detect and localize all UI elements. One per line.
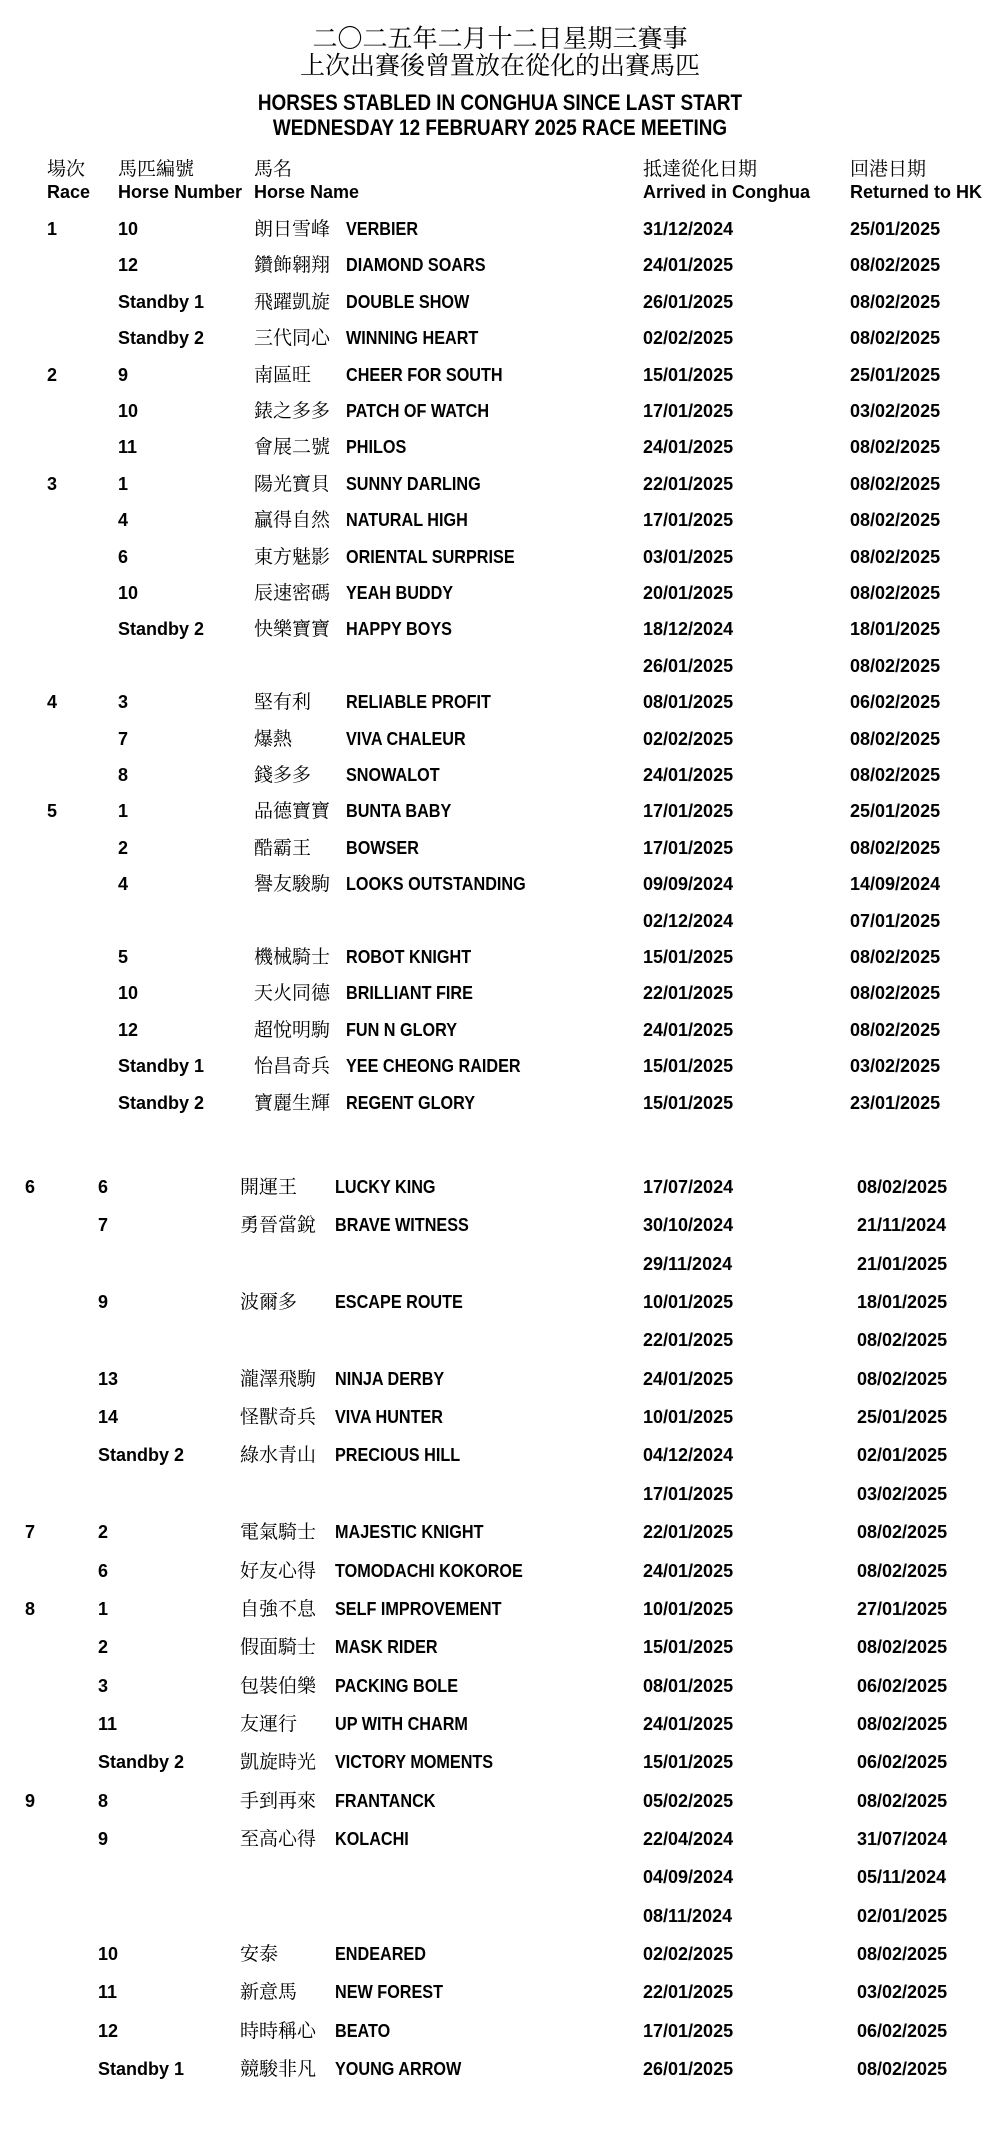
horse-name-zh-cell: 快樂寶寶 xyxy=(254,618,331,641)
horse-number-cell: 1 xyxy=(98,1598,109,1619)
horse-name-en-cell: SELF IMPROVEMENT xyxy=(335,1598,502,1619)
horse-number-cell: 4 xyxy=(118,874,129,895)
returned-date-cell: 14/09/2024 xyxy=(850,874,941,895)
returned-date-cell: 08/02/2025 xyxy=(857,2059,948,2080)
horse-name-zh-cell: 陽光寶貝 xyxy=(254,472,331,495)
horse-name-en-cell: BEATO xyxy=(335,2020,391,2041)
header-horse-name: 馬名 Horse Name xyxy=(254,158,360,202)
arrived-date-cell: 30/10/2024 xyxy=(643,1215,734,1236)
returned-date-cell: 06/02/2025 xyxy=(857,1752,948,1773)
arrived-date-cell: 15/01/2025 xyxy=(643,364,734,385)
horse-number-cell: 3 xyxy=(118,692,129,713)
horse-name-zh-cell: 怪獸奇兵 xyxy=(240,1406,317,1429)
arrived-date-cell: 22/01/2025 xyxy=(643,473,734,494)
arrived-date-cell: 24/01/2025 xyxy=(643,1019,734,1040)
horse-number-cell: 1 xyxy=(118,801,129,822)
horse-number-cell: 7 xyxy=(98,1215,109,1236)
horse-number-cell: 12 xyxy=(118,255,139,276)
horse-name-zh-cell: 包裝伯樂 xyxy=(240,1674,317,1697)
horse-number-cell: 10 xyxy=(98,1944,119,1964)
horse-name-zh-cell: 超悅明駒 xyxy=(254,1018,331,1041)
arrived-date-cell: 10/01/2025 xyxy=(643,1292,734,1313)
arrived-date-cell: 02/02/2025 xyxy=(643,328,734,349)
returned-date-cell: 23/01/2025 xyxy=(850,1092,941,1113)
horse-name-en-cell: HAPPY BOYS xyxy=(346,619,452,640)
returned-date-cell: 02/01/2025 xyxy=(857,1445,948,1466)
returned-date-cell: 08/02/2025 xyxy=(850,546,941,567)
returned-date-cell: 21/11/2024 xyxy=(857,1215,947,1236)
returned-date-cell: 08/02/2025 xyxy=(857,1330,948,1351)
horse-name-en-cell: VERBIER xyxy=(346,219,419,239)
race-cell: 2 xyxy=(47,364,58,385)
arrived-date-cell: 17/01/2025 xyxy=(643,1483,734,1504)
horse-name-en-cell: FUN N GLORY xyxy=(346,1019,457,1040)
horse-number-cell: 10 xyxy=(118,401,139,421)
arrived-date-cell: 04/12/2024 xyxy=(643,1445,734,1466)
horse-number-cell: 10 xyxy=(118,219,139,239)
arrived-date-cell: 17/01/2025 xyxy=(643,837,734,858)
arrived-date-cell: 24/01/2025 xyxy=(643,1713,734,1734)
returned-date-cell: 08/02/2025 xyxy=(857,1522,948,1543)
race-cell: 4 xyxy=(47,692,58,713)
horse-name-zh-cell: 波爾多 xyxy=(240,1291,298,1314)
arrived-date-cell: 15/01/2025 xyxy=(643,947,734,967)
horse-name-zh-cell: 錶之多多 xyxy=(254,400,331,422)
horse-name-en-cell: VICTORY MOMENTS xyxy=(335,1752,494,1773)
arrived-date-cell: 03/01/2025 xyxy=(643,546,734,567)
horse-name-en-cell: TOMODACHI KOKOROE xyxy=(335,1560,523,1581)
returned-date-cell: 05/11/2024 xyxy=(857,1867,947,1888)
horse-number-cell: 12 xyxy=(118,1019,139,1040)
arrived-date-cell: 02/12/2024 xyxy=(643,910,734,931)
horse-name-zh-cell: 鑽飾翱翔 xyxy=(254,254,331,277)
horse-number-cell: 9 xyxy=(98,1292,109,1313)
horse-number-cell: 4 xyxy=(118,510,129,531)
race-cell: 9 xyxy=(25,1790,36,1811)
arrived-date-cell: 29/11/2024 xyxy=(643,1253,733,1274)
returned-date-cell: 18/01/2025 xyxy=(850,619,941,640)
arrived-date-cell: 24/01/2025 xyxy=(643,1368,734,1389)
returned-date-cell: 03/02/2025 xyxy=(857,1483,948,1504)
horse-name-zh-cell: 勇晉當銳 xyxy=(240,1214,317,1237)
arrived-date-cell: 22/01/2025 xyxy=(643,1522,734,1543)
horse-number-cell: 9 xyxy=(118,364,129,385)
horse-number-cell: 7 xyxy=(118,728,129,749)
arrived-date-cell: 10/01/2025 xyxy=(643,1598,734,1619)
returned-date-cell: 25/01/2025 xyxy=(857,1407,948,1428)
race-cell: 5 xyxy=(47,801,58,822)
arrived-date-cell: 24/01/2025 xyxy=(643,437,734,458)
arrived-date-cell: 02/02/2025 xyxy=(643,1944,734,1964)
returned-date-cell: 08/02/2025 xyxy=(850,437,941,458)
horse-name-zh-cell: 開運王 xyxy=(240,1176,298,1198)
title-zh-line2: 上次出賽後曾置放在從化的出賽馬匹 xyxy=(299,51,700,80)
horse-name-zh-cell: 會展二號 xyxy=(254,436,331,459)
horse-name-en-cell: PHILOS xyxy=(346,437,407,458)
horse-name-en-cell: ENDEARED xyxy=(335,1944,426,1964)
horse-number-cell: 11 xyxy=(98,1713,118,1734)
arrived-date-cell: 15/01/2025 xyxy=(643,1752,734,1773)
returned-date-cell: 08/02/2025 xyxy=(850,837,941,858)
horse-number-cell: Standby 2 xyxy=(118,1092,205,1113)
arrived-date-cell: 04/09/2024 xyxy=(643,1867,734,1888)
horse-name-en-cell: NINJA DERBY xyxy=(335,1368,445,1389)
horse-name-zh-cell: 堅有利 xyxy=(254,691,312,714)
arrived-date-cell: 15/01/2025 xyxy=(643,1092,734,1113)
horse-number-cell: Standby 2 xyxy=(98,1752,185,1773)
horse-name-zh-cell: 假面騎士 xyxy=(240,1636,317,1659)
horse-number-cell: Standby 1 xyxy=(118,1056,205,1077)
horse-name-en-cell: REGENT GLORY xyxy=(346,1092,476,1113)
horse-number-cell: Standby 1 xyxy=(98,2059,185,2080)
horse-name-zh-cell: 機械騎士 xyxy=(254,946,331,968)
horse-number-cell: 1 xyxy=(118,473,129,494)
horse-name-zh-cell: 手到再來 xyxy=(240,1789,317,1812)
arrived-date-cell: 08/01/2025 xyxy=(643,1675,734,1696)
returned-date-cell: 08/02/2025 xyxy=(850,291,941,312)
horse-name-zh-cell: 飛躍凱旋 xyxy=(254,290,331,313)
arrived-date-cell: 26/01/2025 xyxy=(643,655,734,676)
horse-name-en-cell: PATCH OF WATCH xyxy=(346,401,490,421)
horse-name-en-cell: YOUNG ARROW xyxy=(335,2059,462,2080)
race-cell: 3 xyxy=(47,473,58,494)
horse-name-zh-cell: 凱旋時光 xyxy=(240,1751,317,1774)
horse-name-en-cell: BUNTA BABY xyxy=(346,801,452,822)
horse-name-en-cell: YEAH BUDDY xyxy=(346,583,454,603)
horse-name-en-cell: SNOWALOT xyxy=(346,765,440,785)
horse-name-zh-cell: 電氣騎士 xyxy=(240,1521,317,1544)
horse-name-zh-cell: 怡昌奇兵 xyxy=(254,1055,331,1078)
horse-name-zh-cell: 瀧澤飛駒 xyxy=(240,1367,317,1390)
returned-date-cell: 08/02/2025 xyxy=(850,983,941,1004)
arrived-date-cell: 26/01/2025 xyxy=(643,291,734,312)
arrived-date-cell: 08/01/2025 xyxy=(643,692,734,713)
horse-name-zh-cell: 品德寶寶 xyxy=(254,800,331,823)
horse-number-cell: 12 xyxy=(98,2020,119,2041)
horse-name-en-cell: LOOKS OUTSTANDING xyxy=(346,874,526,895)
returned-date-cell: 25/01/2025 xyxy=(850,801,941,822)
horse-name-en-cell: NATURAL HIGH xyxy=(346,510,468,531)
arrived-date-cell: 24/01/2025 xyxy=(643,765,734,785)
arrived-date-cell: 02/02/2025 xyxy=(643,728,734,749)
horse-number-cell: 5 xyxy=(118,947,129,967)
horse-number-cell: 11 xyxy=(98,1982,118,2003)
horse-name-zh-cell: 爆熱 xyxy=(254,727,293,750)
horse-name-en-cell: ESCAPE ROUTE xyxy=(335,1292,463,1313)
returned-date-cell: 06/02/2025 xyxy=(857,2020,948,2041)
horse-number-cell: 10 xyxy=(118,583,139,603)
arrived-date-cell: 17/07/2024 xyxy=(643,1177,734,1197)
arrived-date-cell: 22/01/2025 xyxy=(643,983,734,1004)
horse-name-en-cell: MASK RIDER xyxy=(335,1637,438,1658)
arrived-date-cell: 18/12/2024 xyxy=(643,619,734,640)
returned-date-cell: 08/02/2025 xyxy=(850,583,941,603)
horse-name-en-cell: DOUBLE SHOW xyxy=(346,291,470,312)
arrived-date-cell: 20/01/2025 xyxy=(643,583,734,603)
horse-number-cell: Standby 2 xyxy=(98,1445,185,1466)
horse-number-cell: Standby 2 xyxy=(118,328,205,349)
horse-number-cell: 10 xyxy=(118,983,139,1004)
horse-name-zh-cell: 譽友駿駒 xyxy=(254,873,331,896)
race-cell: 8 xyxy=(25,1598,36,1619)
returned-date-cell: 08/02/2025 xyxy=(850,728,941,749)
returned-date-cell: 25/01/2025 xyxy=(850,219,941,239)
returned-date-cell: 27/01/2025 xyxy=(857,1598,948,1619)
horse-number-cell: Standby 2 xyxy=(118,619,205,640)
returned-date-cell: 08/02/2025 xyxy=(857,1790,948,1811)
horse-name-en-cell: KOLACHI xyxy=(335,1828,409,1849)
horse-name-en-cell: RELIABLE PROFIT xyxy=(346,692,491,713)
horse-name-en-cell: NEW FOREST xyxy=(335,1982,443,2003)
horse-name-en-cell: SUNNY DARLING xyxy=(346,473,481,494)
returned-date-cell: 31/07/2024 xyxy=(857,1828,948,1849)
returned-date-cell: 08/02/2025 xyxy=(857,1560,948,1581)
returned-date-cell: 08/02/2025 xyxy=(857,1637,948,1658)
returned-date-cell: 08/02/2025 xyxy=(857,1944,948,1964)
horse-name-zh-cell: 天火同德 xyxy=(254,982,331,1005)
horse-name-en-cell: BOWSER xyxy=(346,837,419,858)
horse-number-cell: Standby 1 xyxy=(118,291,205,312)
returned-date-cell: 08/02/2025 xyxy=(857,1177,948,1197)
horse-number-cell: 3 xyxy=(98,1675,109,1696)
returned-date-cell: 08/02/2025 xyxy=(850,655,941,676)
returned-date-cell: 21/01/2025 xyxy=(857,1253,948,1274)
arrived-date-cell: 31/12/2024 xyxy=(643,219,734,239)
horse-name-en-cell: PACKING BOLE xyxy=(335,1675,459,1696)
horse-name-en-cell: VIVA CHALEUR xyxy=(346,728,466,749)
arrived-date-cell: 10/01/2025 xyxy=(643,1407,734,1428)
arrived-date-cell: 17/01/2025 xyxy=(643,2020,734,2041)
horse-name-en-cell: ROBOT KNIGHT xyxy=(346,947,472,967)
title-en-line2: WEDNESDAY 12 FEBRUARY 2025 RACE MEETING xyxy=(272,115,728,140)
returned-date-cell: 25/01/2025 xyxy=(850,364,941,385)
returned-date-cell: 03/02/2025 xyxy=(850,401,941,421)
arrived-date-cell: 26/01/2025 xyxy=(643,2059,734,2080)
horse-number-cell: 11 xyxy=(118,437,138,458)
horse-name-zh-cell: 辰速密碼 xyxy=(254,582,331,604)
arrived-date-cell: 17/01/2025 xyxy=(643,510,734,531)
returned-date-cell: 08/02/2025 xyxy=(850,255,941,276)
horse-number-cell: 8 xyxy=(118,765,129,785)
returned-date-cell: 03/02/2025 xyxy=(857,1982,948,2003)
horse-name-zh-cell: 新意馬 xyxy=(240,1981,298,2004)
horse-name-en-cell: YEE CHEONG RAIDER xyxy=(346,1056,521,1077)
horse-number-cell: 6 xyxy=(98,1560,109,1581)
returned-date-cell: 06/02/2025 xyxy=(857,1675,948,1696)
arrived-date-cell: 17/01/2025 xyxy=(643,401,734,421)
horse-name-en-cell: FRANTANCK xyxy=(335,1790,436,1811)
arrived-date-cell: 05/02/2025 xyxy=(643,1790,734,1811)
horse-name-en-cell: PRECIOUS HILL xyxy=(335,1445,461,1466)
arrived-date-cell: 24/01/2025 xyxy=(643,1560,734,1581)
returned-date-cell: 02/01/2025 xyxy=(857,1905,948,1926)
horse-name-zh-cell: 寶麗生輝 xyxy=(254,1091,331,1114)
arrived-date-cell: 09/09/2024 xyxy=(643,874,734,895)
horse-name-zh-cell: 贏得自然 xyxy=(254,509,331,532)
returned-date-cell: 08/02/2025 xyxy=(850,510,941,531)
horse-name-zh-cell: 錢多多 xyxy=(254,764,312,786)
horse-name-en-cell: UP WITH CHARM xyxy=(335,1713,468,1734)
arrived-date-cell: 17/01/2025 xyxy=(643,801,734,822)
horse-number-cell: 8 xyxy=(98,1790,109,1811)
horse-name-zh-cell: 朗日雪峰 xyxy=(254,218,331,240)
race-cell: 1 xyxy=(47,219,58,239)
returned-date-cell: 07/01/2025 xyxy=(850,910,941,931)
horse-name-en-cell: WINNING HEART xyxy=(346,328,479,349)
race-cell: 7 xyxy=(25,1522,36,1543)
horse-number-cell: 9 xyxy=(98,1828,109,1849)
horse-number-cell: 2 xyxy=(98,1522,109,1543)
returned-date-cell: 08/02/2025 xyxy=(850,473,941,494)
header-horse-number: 馬匹編號 Horse Number xyxy=(118,158,243,202)
title-en-line1: HORSES STABLED IN CONGHUA SINCE LAST START xyxy=(257,90,743,115)
horse-name-zh-cell: 至高心得 xyxy=(240,1827,317,1850)
horse-name-zh-cell: 好友心得 xyxy=(240,1559,317,1582)
horse-name-en-cell: MAJESTIC KNIGHT xyxy=(335,1522,484,1543)
horse-number-cell: 6 xyxy=(98,1177,109,1197)
returned-date-cell: 08/02/2025 xyxy=(850,328,941,349)
returned-date-cell: 03/02/2025 xyxy=(850,1056,941,1077)
horse-number-cell: 6 xyxy=(118,546,129,567)
arrived-date-cell: 08/11/2024 xyxy=(643,1905,733,1926)
arrived-date-cell: 22/01/2025 xyxy=(643,1330,734,1351)
horse-name-en-cell: BRAVE WITNESS xyxy=(335,1215,469,1236)
horse-name-zh-cell: 綠水青山 xyxy=(240,1444,317,1467)
horse-number-cell: 13 xyxy=(98,1368,119,1389)
arrived-date-cell: 24/01/2025 xyxy=(643,255,734,276)
returned-date-cell: 08/02/2025 xyxy=(857,1713,948,1734)
header-returned: 回港日期 Returned to HK xyxy=(850,158,982,202)
horse-name-zh-cell: 時時稱心 xyxy=(240,2019,317,2042)
horse-name-zh-cell: 安泰 xyxy=(240,1943,279,1965)
horse-name-zh-cell: 競駿非凡 xyxy=(240,2058,317,2081)
returned-date-cell: 08/02/2025 xyxy=(850,765,941,785)
arrived-date-cell: 22/04/2024 xyxy=(643,1828,734,1849)
title-zh-line1: 二〇二五年二月十二日星期三賽事 xyxy=(312,24,688,53)
horse-name-en-cell: CHEER FOR SOUTH xyxy=(346,364,503,385)
horse-number-cell: 14 xyxy=(98,1407,119,1428)
horse-name-zh-cell: 南區旺 xyxy=(254,363,312,386)
arrived-date-cell: 15/01/2025 xyxy=(643,1056,734,1077)
returned-date-cell: 08/02/2025 xyxy=(850,947,941,967)
returned-date-cell: 08/02/2025 xyxy=(850,1019,941,1040)
horse-name-zh-cell: 自強不息 xyxy=(240,1597,317,1620)
returned-date-cell: 06/02/2025 xyxy=(850,692,941,713)
header-race: 場次 Race xyxy=(47,158,91,202)
horse-name-zh-cell: 友運行 xyxy=(240,1712,298,1735)
horse-name-zh-cell: 東方魅影 xyxy=(254,545,331,568)
horse-name-en-cell: DIAMOND SOARS xyxy=(346,255,486,276)
horse-name-en-cell: BRILLIANT FIRE xyxy=(346,983,473,1004)
horse-name-zh-cell: 三代同心 xyxy=(254,327,331,350)
arrived-date-cell: 15/01/2025 xyxy=(643,1637,734,1658)
race-cell: 6 xyxy=(25,1177,36,1197)
horse-name-en-cell: ORIENTAL SURPRISE xyxy=(346,546,515,567)
horse-name-en-cell: VIVA HUNTER xyxy=(335,1407,444,1428)
returned-date-cell: 08/02/2025 xyxy=(857,1368,948,1389)
returned-date-cell: 18/01/2025 xyxy=(857,1292,948,1313)
horse-name-en-cell: LUCKY KING xyxy=(335,1177,436,1197)
horse-number-cell: 2 xyxy=(118,837,129,858)
horse-number-cell: 2 xyxy=(98,1637,109,1658)
header-arrived: 抵達從化日期 Arrived in Conghua xyxy=(643,158,811,202)
horse-name-zh-cell: 酷霸王 xyxy=(254,836,312,859)
arrived-date-cell: 22/01/2025 xyxy=(643,1982,734,2003)
